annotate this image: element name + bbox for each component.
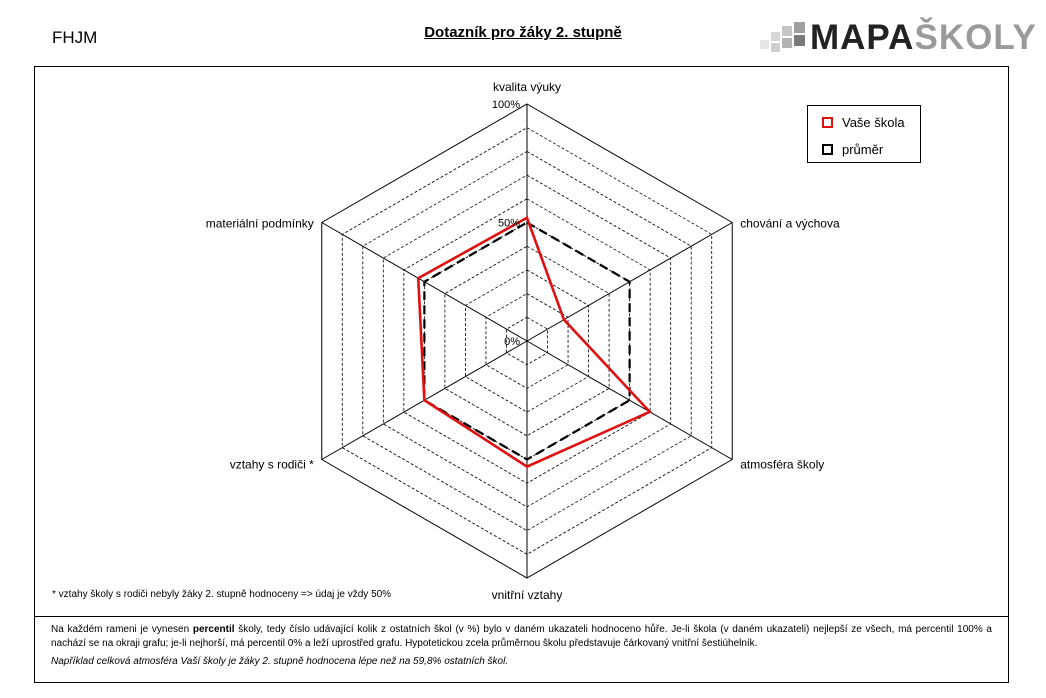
info-example: Například celková atmosféra Vaší školy je žáky 2. stupně hodnocena lépe než na 59,8% ostatních škol. (51, 656, 509, 667)
legend-swatch-average (822, 144, 833, 155)
legend-label-average: průměr (842, 141, 884, 157)
chart-footnote: * vztahy školy s rodiči nebyly žáky 2. stupně hodnoceny => údaj je vždy 50% (52, 589, 392, 600)
info-text-end: školy, tedy číslo udávající kolik z ostatních škol (v %) bylo v daném ukazateli hodnoceno hůře. Je-li škola (v daném ukazateli) nejlepší ze všech, má percentil 100% a nachází se na okraji grafu; je-li nejhorší, má percentil 0% a leží uprostřed grafu. Hypotetickou zcela průměrnou školu představuje čárkovaný vnitřní šestiúhelník. (51, 624, 992, 649)
page-title-text: Dotazník pro žáky 2. stupně (424, 24, 622, 41)
logo-square (771, 43, 780, 52)
axis-label: materiální podmínky (205, 216, 314, 231)
axis-label: vnitřní vztahy (491, 588, 563, 602)
logo-square (771, 32, 780, 41)
axis-label: atmosféra školy (740, 457, 825, 472)
radar-series (418, 218, 650, 467)
chart-legend (807, 105, 921, 163)
legend-swatch-school (822, 117, 833, 128)
logo-text-skoly: ŠKOLY (914, 18, 1037, 57)
series-school (418, 218, 650, 467)
info-paragraph (35, 617, 1008, 651)
legend-item-school (822, 114, 905, 130)
axis-label: vztahy s rodiči * (229, 457, 314, 472)
logo-square (794, 22, 805, 33)
tick-label: 0% (504, 336, 520, 348)
logo-text (810, 18, 1037, 58)
logo-square (782, 38, 792, 48)
school-code: FHJM (52, 28, 98, 47)
tick-label: 50% (497, 217, 520, 230)
logo-square (760, 40, 769, 49)
logo-text-mapa: MAPA (810, 18, 915, 57)
info-text-bold: percentil (192, 624, 235, 635)
legend-item-average (822, 141, 883, 157)
mapa-skoly-logo (760, 18, 1037, 58)
radar-labels (206, 80, 840, 602)
axis-label: kvalita výuky (492, 80, 562, 94)
info-box (34, 616, 1009, 683)
logo-square (782, 26, 792, 36)
tick-label: 100% (491, 99, 520, 111)
legend-label-school: Vaše škola (842, 114, 905, 130)
axis-label: chování a výchova (740, 216, 840, 231)
info-text-start: Na každém rameni je vynesen (51, 624, 193, 635)
logo-square (794, 35, 805, 46)
